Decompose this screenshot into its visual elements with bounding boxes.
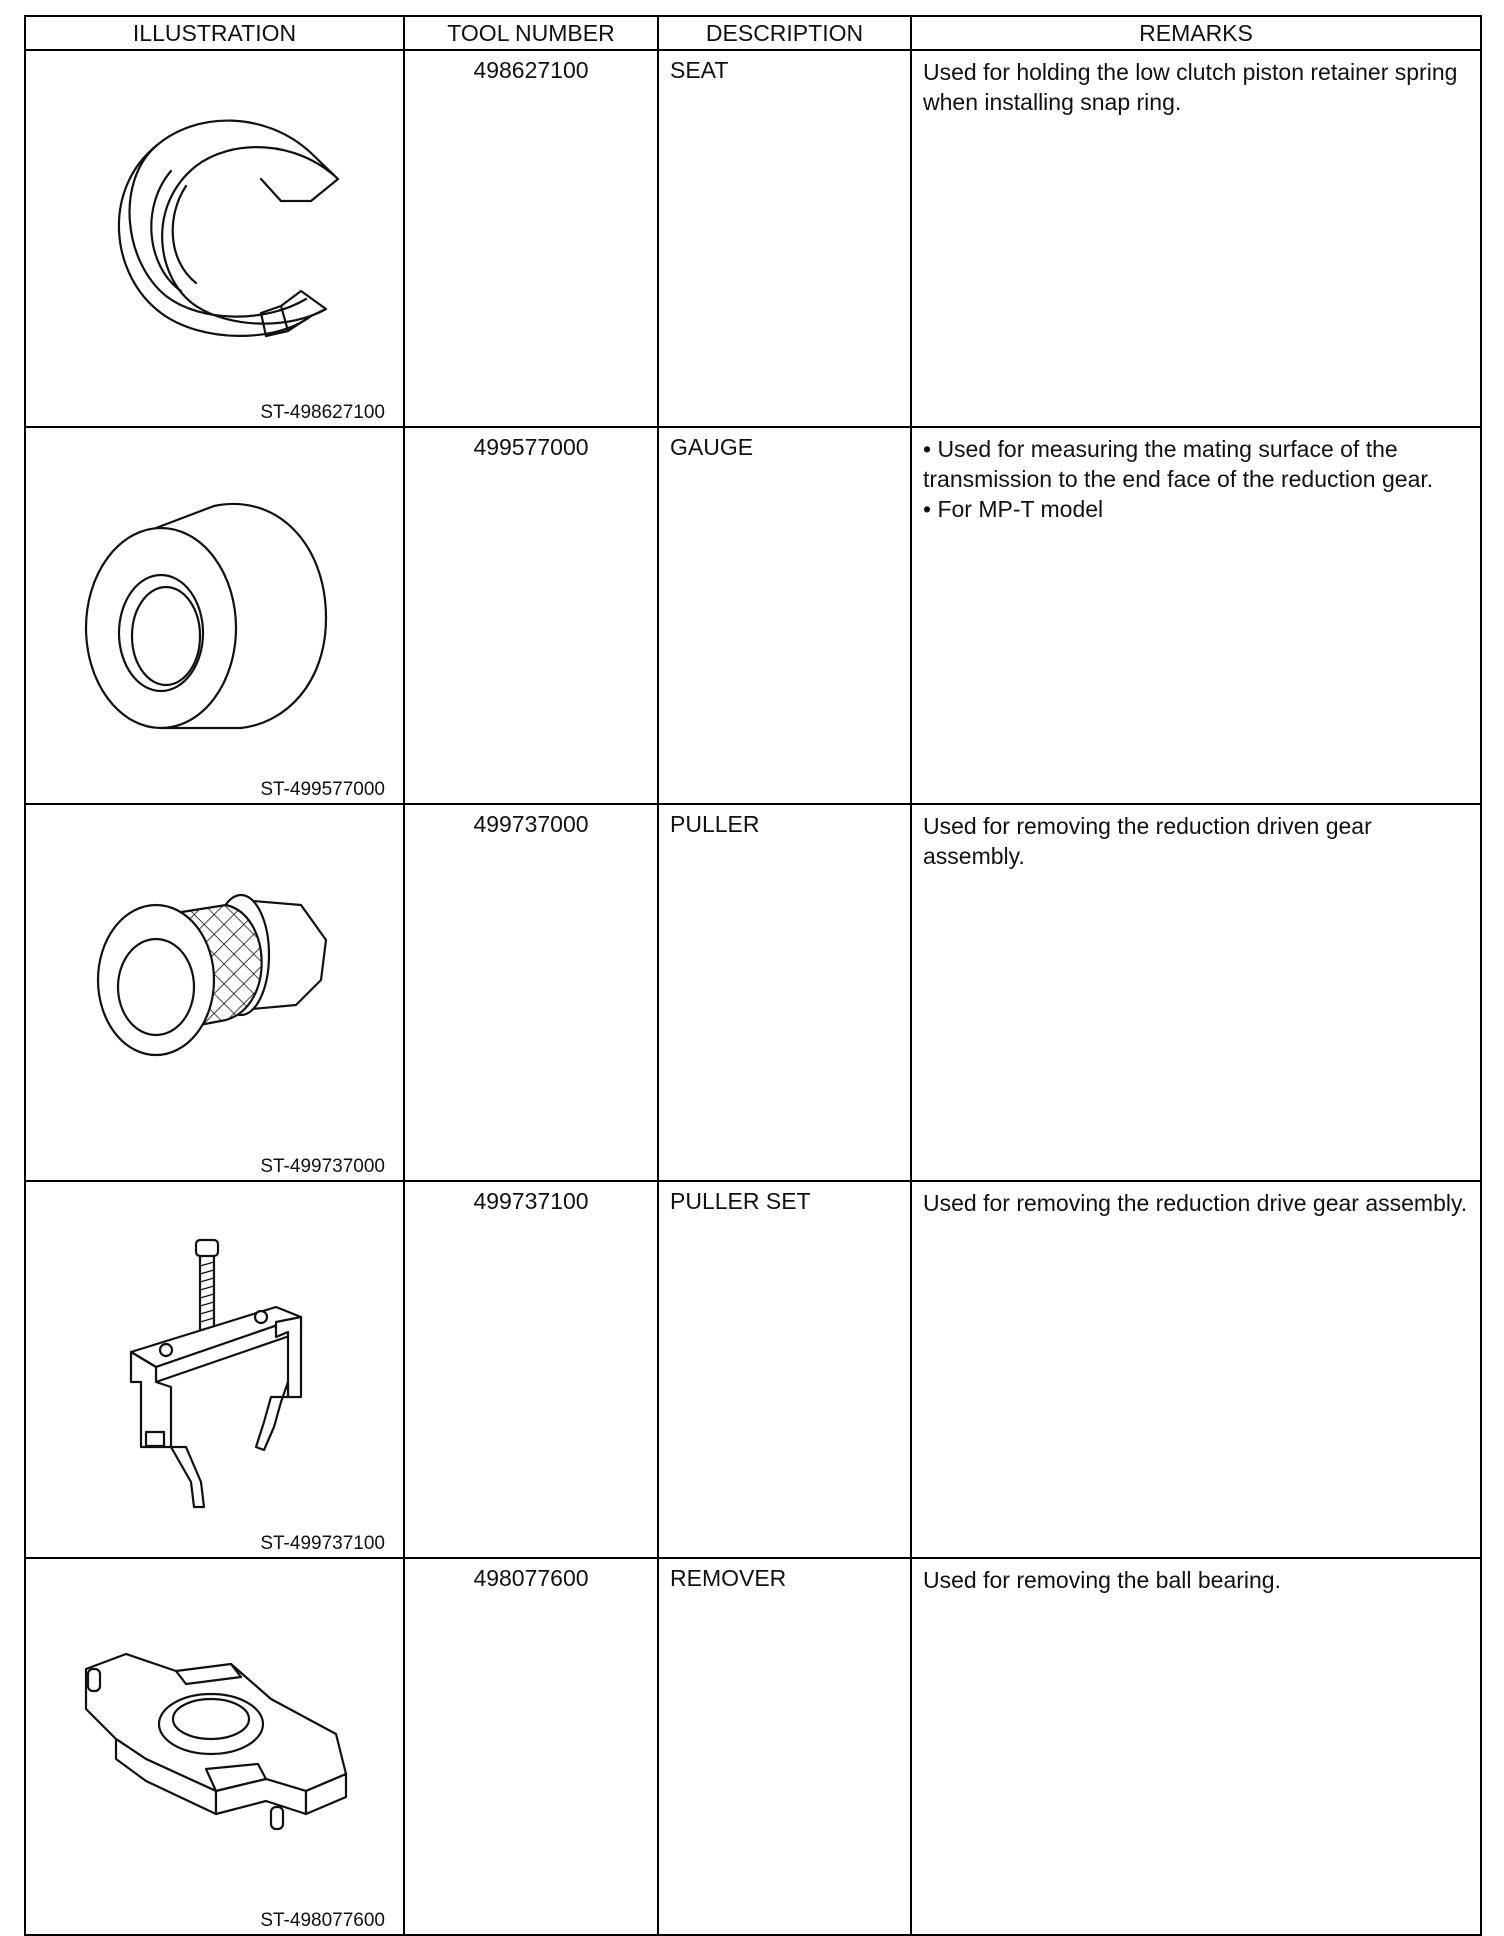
tool-number: 498627100	[404, 50, 658, 427]
illustration-cell	[25, 50, 404, 427]
remark-line: • Used for measuring the mating surface of the transmission to the end face of the reduction gear.	[923, 436, 1434, 492]
remark-line: Used for removing the reduction driven gear assembly.	[923, 813, 1372, 869]
table-row	[25, 1181, 1481, 1558]
tool-remarks	[911, 804, 1481, 1181]
illustration-cell	[25, 804, 404, 1181]
tool-number: 499737100	[404, 1181, 658, 1558]
remark-line: Used for holding the low clutch piston retainer spring when installing snap ring.	[923, 59, 1458, 115]
illustration-caption: ST-498077600	[260, 1910, 385, 1931]
table-row	[25, 50, 1481, 427]
remark-line: Used for removing the reduction drive gear assembly.	[923, 1190, 1468, 1216]
illustration-caption: ST-499577000	[260, 779, 385, 800]
illustration-caption: ST-499737000	[260, 1156, 385, 1177]
tool-remarks	[911, 50, 1481, 427]
illustration-caption: ST-498627100	[260, 402, 385, 423]
tool-number: 498077600	[404, 1558, 658, 1935]
puller-knurled-icon	[26, 805, 405, 1174]
table-row	[25, 1558, 1481, 1935]
gauge-cylinder-icon	[26, 428, 405, 797]
remover-clamp-icon	[26, 1559, 405, 1928]
puller-set-icon	[26, 1182, 405, 1551]
tool-remarks	[911, 1181, 1481, 1558]
table-header-row	[25, 16, 1481, 50]
illustration-cell	[25, 1181, 404, 1558]
illustration-cell	[25, 1558, 404, 1935]
tool-number: 499737000	[404, 804, 658, 1181]
special-tools-table	[24, 15, 1482, 1936]
table-row	[25, 427, 1481, 804]
special-tools-sheet	[24, 15, 1480, 1931]
header-tool-number: TOOL NUMBER	[404, 16, 658, 50]
tool-description: REMOVER	[658, 1558, 911, 1935]
header-remarks: REMARKS	[911, 16, 1481, 50]
remark-line: • For MP-T model	[923, 496, 1104, 522]
tool-number: 499577000	[404, 427, 658, 804]
tool-description: PULLER	[658, 804, 911, 1181]
illustration-cell	[25, 427, 404, 804]
tool-description: PULLER SET	[658, 1181, 911, 1558]
tool-description: SEAT	[658, 50, 911, 427]
header-illustration: ILLUSTRATION	[25, 16, 404, 50]
tool-remarks	[911, 1558, 1481, 1935]
tool-remarks	[911, 427, 1481, 804]
tool-description: GAUGE	[658, 427, 911, 804]
header-description: DESCRIPTION	[658, 16, 911, 50]
remark-line: Used for removing the ball bearing.	[923, 1567, 1281, 1593]
seat-ring-icon	[26, 51, 405, 420]
table-row	[25, 804, 1481, 1181]
illustration-caption: ST-499737100	[260, 1533, 385, 1554]
